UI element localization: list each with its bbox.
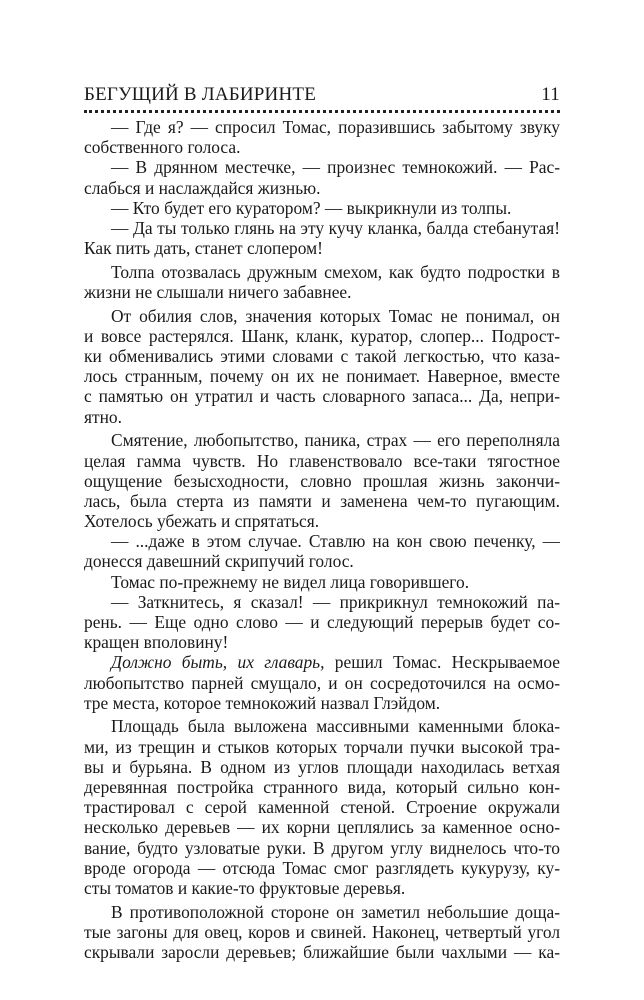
text-line: Томас по-прежнему не видел лица говорившего. (111, 571, 470, 592)
italic-thought: Должно быть, их главарь, (111, 652, 325, 673)
text-line: донесся давешний скрипучий голос. (84, 551, 354, 572)
text-line: — Да ты только глянь на эту кучу кланка, балда стебанутая! (111, 217, 560, 238)
text-line: лась, была стерта из памяти и заменена чем-то пугающим. (84, 490, 560, 511)
text-line: деревянная постройка странного вида, который сильно кон- (84, 777, 560, 797)
text-line: сты томатов и какие-то фруктовые деревья. (84, 877, 406, 898)
text-line (84, 652, 560, 672)
paragraph (84, 262, 560, 302)
text-line: тые загоны для овец, коров и свиней. Наконец, четвертый угол (84, 921, 560, 942)
paragraph (84, 531, 560, 571)
page-number: 11 (541, 84, 560, 105)
running-title: БЕГУЩИЙ В ЛАБИРИНТЕ (84, 84, 316, 105)
text-line: жизни не слышали ничего забавнее. (84, 282, 352, 302)
running-header (84, 84, 560, 106)
text-line: слабься и наслаждайся жизнью. (84, 177, 321, 198)
text-line: скрывали заросли деревьев; ближайшие были чахлыми — ка- (84, 942, 560, 962)
text-line: вроде огорода — отсюда Томас смог разглядеть кукурузу, ку- (84, 857, 560, 878)
text-line: В противоположной стороне он заметил небольшие доща- (111, 901, 560, 922)
text-line: Смятение, любопытство, паника, страх — его переполняла (111, 430, 560, 451)
text-line: — ...даже в этом случае. Ставлю на кон свою печенку, — (111, 531, 560, 552)
paragraph (84, 592, 560, 653)
text-line: От обилия слов, значения которых Томас не понимал, он (111, 305, 560, 326)
text-line: Как пить дать, станет слопером! (84, 238, 323, 259)
text-line: тре места, которое темнокожий назвал Глэйдом. (84, 692, 441, 713)
paragraph (84, 306, 560, 427)
text-line: ки обменивались этими словами с такой легкостью, что каза- (84, 346, 560, 367)
text-line: — Кто будет его куратором? — выкрикнули из толпы. (111, 197, 512, 218)
body-text (84, 117, 560, 962)
paragraph (84, 157, 560, 197)
text-line: собственного голоса. (84, 137, 241, 158)
text-line: целая гамма чувств. Но главенствовало все-таки тягостное (84, 450, 560, 471)
text-line: вы и бурьяна. В одном из углов площади находилась ветхая (84, 756, 560, 777)
text-line: ми, из трещин и стыков которых торчали пучки высокой тра- (84, 736, 560, 757)
paragraph (84, 652, 560, 713)
text-line: рень. — Еще одно слово — и следующий перерыв будет со- (84, 612, 560, 632)
text-line: лось странным, почему он их не понимает. Наверное, вместе (84, 366, 560, 387)
text-line: с памятью он утратил и часть словарного запаса... Да, непри- (84, 386, 560, 407)
text-line: Толпа отозвалась дружным смехом, как будто подростки в (111, 261, 560, 282)
text-line: трастировал с серой каменной стеной. Строение окружали (84, 797, 560, 818)
text-line: кращен вполовину! (84, 632, 229, 653)
text-line: вание, будто узловатые руки. В другом углу виднелось что-то (84, 837, 560, 858)
text-line: ятно. (84, 406, 122, 427)
text-line: Площадь была выложена массивными каменными блока- (111, 716, 560, 737)
paragraph (84, 218, 560, 258)
paragraph (84, 716, 560, 898)
text-line: несколько деревьев — их корни цеплялись за каменное осно- (84, 817, 560, 838)
text-line: Хотелось убежать и спрятаться. (84, 511, 320, 532)
dotted-rule (84, 110, 560, 113)
text-run: решил Томас. Нескрываемое (324, 652, 560, 673)
paragraph (84, 902, 560, 963)
paragraph (84, 117, 560, 157)
text-line: — Где я? — спросил Томас, поразившись забытому звуку (111, 117, 560, 137)
text-line: — Заткнитесь, я сказал! — прикрикнул темнокожий па- (111, 591, 560, 612)
paragraph (84, 430, 560, 531)
text-line: — В дрянном местечке, — произнес темнокожий. — Рас- (111, 157, 560, 178)
text-line: и вовсе растерялся. Шанк, кланк, куратор, слопер... Подрост- (84, 325, 560, 346)
text-line: ощущение безысходности, словно прошлая жизнь закончи- (84, 470, 560, 491)
paragraph (84, 198, 560, 218)
text-line: любопытство парней смущало, и он сосредоточился на осмо- (84, 672, 560, 693)
paragraph (84, 572, 560, 592)
